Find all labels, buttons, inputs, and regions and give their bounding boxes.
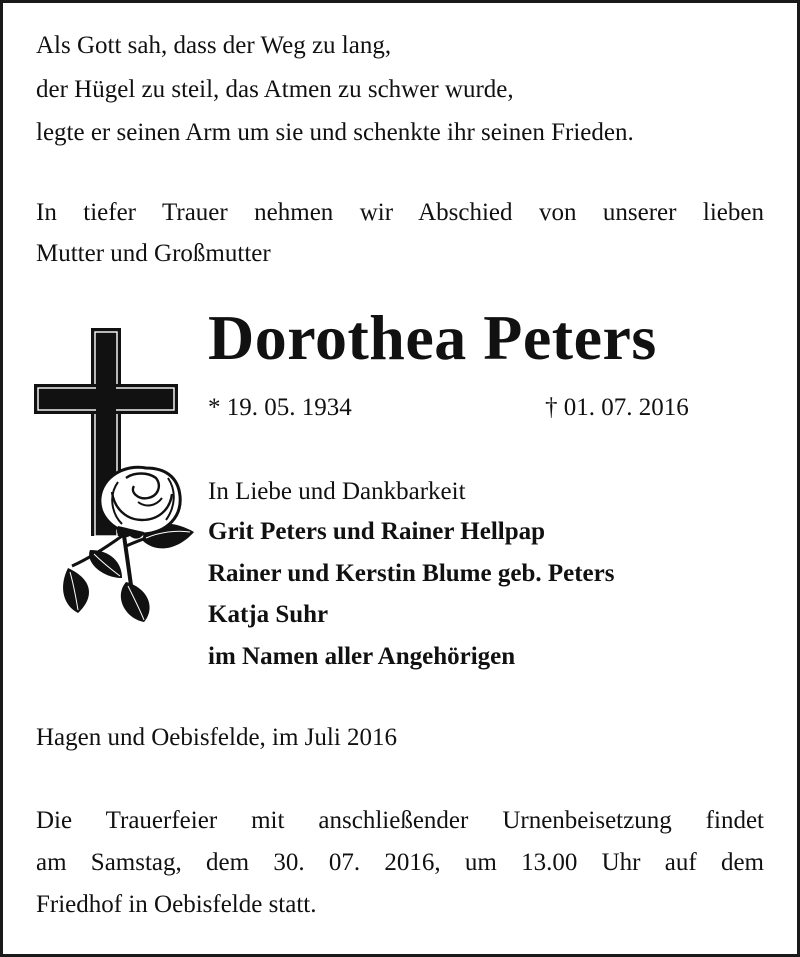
- mourner-line-4: im Namen aller Angehörigen: [208, 643, 516, 670]
- funeral-notice-line-3: Friedhof in Oebisfelde statt.: [36, 891, 317, 918]
- intro-line-1: In tiefer Trauer nehmen wir Abschied von unserer lieben: [36, 199, 764, 226]
- funeral-notice-line-1: Die Trauerfeier mit anschließender Urnenbeisetzung findet: [36, 807, 764, 834]
- mourner-line-3: Katja Suhr: [208, 601, 329, 628]
- cross-and-rose-emblem: [30, 326, 200, 626]
- mourner-line-2: Rainer und Kerstin Blume geb. Peters: [208, 560, 615, 587]
- poem-line-1: Als Gott sah, dass der Weg zu lang,: [36, 32, 392, 59]
- intro-line-2: Mutter und Großmutter: [36, 240, 271, 267]
- death-date: † 01. 07. 2016: [545, 394, 689, 421]
- deceased-name: Dorothea Peters: [208, 302, 657, 373]
- poem-line-2: der Hügel zu steil, das Atmen zu schwer wurde,: [36, 76, 514, 103]
- mourner-line-1: Grit Peters und Rainer Hellpap: [208, 518, 546, 545]
- rose-icon: [63, 467, 194, 622]
- place-date: Hagen und Oebisfelde, im Juli 2016: [36, 724, 398, 751]
- birth-date: * 19. 05. 1934: [208, 394, 352, 421]
- funeral-notice-line-2: am Samstag, dem 30. 07. 2016, um 13.00 Uhr auf dem: [36, 849, 764, 876]
- mourners-intro: In Liebe und Dankbarkeit: [208, 478, 466, 505]
- poem-line-3: legte er seinen Arm um sie und schenkte ihr seinen Frieden.: [36, 119, 634, 146]
